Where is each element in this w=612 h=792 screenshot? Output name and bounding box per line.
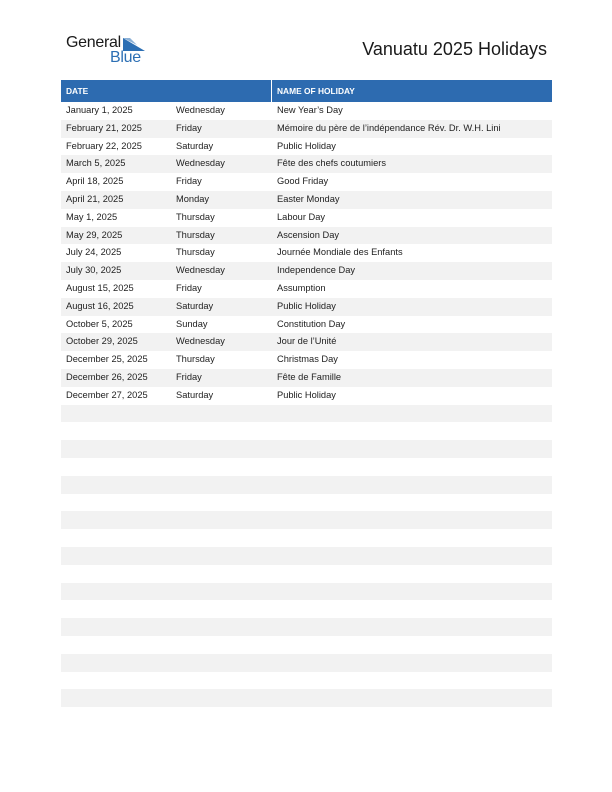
cell-date: February 22, 2025 [66, 140, 142, 151]
empty-row [61, 547, 552, 565]
cell-holiday-name: Mémoire du père de l’indépendance Rév. Dr. W.H. Lini [277, 122, 501, 133]
table-row [61, 244, 552, 262]
cell-date: December 25, 2025 [66, 354, 148, 365]
empty-row [61, 583, 552, 601]
cell-date: May 1, 2025 [66, 211, 118, 222]
table-body [61, 102, 552, 725]
header-date: DATE [66, 86, 89, 96]
cell-date: October 29, 2025 [66, 336, 138, 347]
cell-weekday: Thursday [176, 354, 215, 365]
cell-date: October 5, 2025 [66, 318, 133, 329]
cell-weekday: Wednesday [176, 105, 225, 115]
empty-row [61, 494, 552, 512]
empty-row [61, 672, 552, 690]
empty-row [61, 600, 552, 618]
cell-date: July 24, 2025 [66, 247, 122, 258]
table-row [61, 173, 552, 191]
cell-weekday: Friday [176, 176, 202, 187]
cell-weekday: Saturday [176, 389, 214, 400]
empty-row [61, 618, 552, 636]
table-row [61, 191, 552, 209]
cell-holiday-name: Fête des chefs coutumiers [277, 158, 387, 169]
empty-row [61, 511, 552, 529]
table-row [61, 138, 552, 156]
cell-weekday: Wednesday [176, 265, 225, 276]
empty-row [61, 440, 552, 458]
cell-holiday-name: Public Holiday [277, 140, 336, 151]
cell-holiday-name: Christmas Day [277, 354, 338, 365]
cell-weekday: Thursday [176, 247, 215, 258]
empty-row [61, 405, 552, 423]
cell-holiday-name: Public Holiday [277, 300, 336, 311]
table-row [61, 369, 552, 387]
cell-date: January 1, 2025 [66, 105, 133, 115]
cell-weekday: Saturday [176, 140, 214, 151]
empty-row [61, 636, 552, 654]
table-row [61, 387, 552, 405]
cell-holiday-name: Good Friday [277, 176, 329, 187]
cell-weekday: Monday [176, 193, 210, 204]
logo-word-blue: Blue [110, 49, 141, 66]
cell-weekday: Sunday [176, 318, 208, 329]
cell-holiday-name: Fête de Famille [277, 371, 342, 382]
cell-weekday: Friday [176, 282, 202, 293]
table-row [61, 227, 552, 245]
cell-holiday-name: Journée Mondiale des Enfants [277, 247, 403, 258]
cell-weekday: Wednesday [176, 336, 225, 347]
cell-date: July 30, 2025 [66, 265, 122, 276]
empty-row [61, 529, 552, 547]
table-row [61, 280, 552, 298]
cell-holiday-name: New Year’s Day [277, 105, 343, 115]
table-row [61, 120, 552, 138]
table-row [61, 298, 552, 316]
table-row [61, 102, 552, 120]
empty-row [61, 654, 552, 672]
empty-row [61, 458, 552, 476]
table-row [61, 316, 552, 334]
cell-weekday: Friday [176, 122, 202, 133]
header-holiday-name: NAME OF HOLIDAY [277, 86, 355, 96]
header-divider [271, 80, 272, 102]
table-row [61, 333, 552, 351]
cell-weekday: Wednesday [176, 158, 225, 169]
cell-weekday: Saturday [176, 300, 214, 311]
logo-word-general: General [66, 34, 121, 51]
cell-holiday-name: Easter Monday [277, 193, 340, 204]
cell-holiday-name: Assumption [277, 282, 326, 293]
empty-row [61, 707, 552, 725]
cell-date: August 16, 2025 [66, 300, 134, 311]
empty-row [61, 565, 552, 583]
cell-holiday-name: Independence Day [277, 265, 356, 276]
cell-holiday-name: Constitution Day [277, 318, 346, 329]
holiday-table [61, 80, 552, 725]
generalblue-logo [66, 34, 156, 68]
cell-date: April 18, 2025 [66, 176, 124, 187]
table-row [61, 351, 552, 369]
cell-date: May 29, 2025 [66, 229, 123, 240]
page-title: Vanuatu 2025 Holidays [362, 39, 547, 59]
empty-row [61, 689, 552, 707]
cell-date: August 15, 2025 [66, 282, 134, 293]
cell-weekday: Thursday [176, 229, 215, 240]
cell-holiday-name: Jour de l’Unité [277, 336, 337, 347]
cell-holiday-name: Labour Day [277, 211, 326, 222]
cell-date: March 5, 2025 [66, 158, 126, 169]
table-header [61, 80, 552, 102]
table-row [61, 262, 552, 280]
cell-weekday: Friday [176, 371, 202, 382]
cell-date: December 27, 2025 [66, 389, 148, 400]
cell-holiday-name: Ascension Day [277, 229, 340, 240]
empty-row [61, 422, 552, 440]
cell-date: December 26, 2025 [66, 371, 148, 382]
cell-date: February 21, 2025 [66, 122, 142, 133]
cell-date: April 21, 2025 [66, 193, 124, 204]
empty-row [61, 476, 552, 494]
cell-weekday: Thursday [176, 211, 215, 222]
table-row [61, 209, 552, 227]
cell-holiday-name: Public Holiday [277, 389, 336, 400]
table-row [61, 155, 552, 173]
